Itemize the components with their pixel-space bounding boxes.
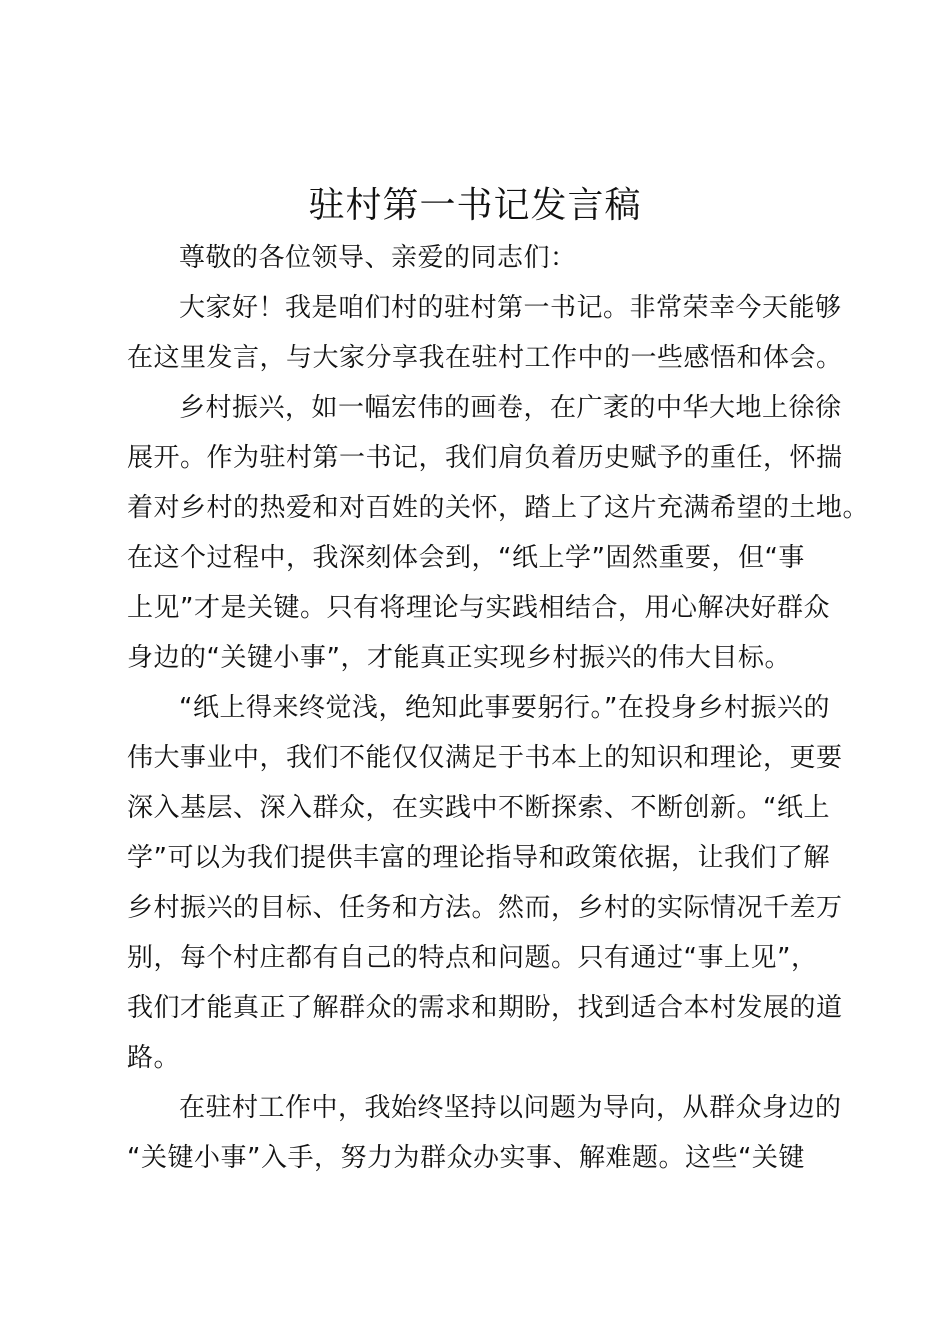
paragraph-rural-revitalization [127, 383, 870, 683]
text-line: “纸上得来终觉浅，绝知此事要躬行。”在投身乡村振兴的 [179, 693, 830, 723]
text-line: 伟大事业中，我们不能仅仅满足于书本上的知识和理论，更要 [127, 743, 843, 773]
text-line: 别，每个村庄都有自己的特点和问题。只有通过“事上见”， [127, 943, 818, 973]
paragraph-greeting [127, 283, 843, 383]
text-line: 学”可以为我们提供丰富的理论指导和政策依据，让我们了解 [127, 843, 830, 873]
text-line: 身边的“关键小事”，才能真正实现乡村振兴的伟大目标。 [127, 643, 791, 673]
text-line: 乡村振兴，如一幅宏伟的画卷，在广袤的中华大地上徐徐 [179, 393, 842, 423]
text-line: 路。 [127, 1043, 181, 1073]
text-line: 着对乡村的热爱和对百姓的关怀，踏上了这片充满希望的土地。 [127, 493, 870, 523]
text-line: 展开。作为驻村第一书记，我们肩负着历史赋予的重任，怀揣 [127, 443, 843, 473]
text-line: 乡村振兴的目标、任务和方法。然而，乡村的实际情况千差万 [127, 893, 843, 923]
text-line: 尊敬的各位领导、亲爱的同志们： [179, 243, 577, 273]
document-body [127, 233, 870, 1183]
text-line: 在驻村工作中，我始终坚持以问题为导向，从群众身边的 [179, 1093, 842, 1123]
text-line: 在这里发言，与大家分享我在驻村工作中的一些感悟和体会。 [127, 343, 843, 373]
text-line: “关键小事”入手，努力为群众办实事、解难题。这些“关键 [127, 1143, 805, 1173]
text-line: 大家好！我是咱们村的驻村第一书记。非常荣幸今天能够 [179, 293, 842, 323]
text-line: 上见”才是关键。只有将理论与实践相结合，用心解决好群众 [127, 593, 830, 623]
text-line: 在这个过程中，我深刻体会到，“纸上学”固然重要，但“事 [127, 543, 805, 573]
paragraph-practice [127, 683, 843, 1083]
document-title: 驻村第一书记发言稿 [308, 185, 642, 226]
paragraph-work [127, 1083, 842, 1183]
text-line: 我们才能真正了解群众的需求和期盼，找到适合本村发展的道 [127, 993, 843, 1023]
text-line: 深入基层、深入群众，在实践中不断探索、不断创新。“纸上 [127, 793, 830, 823]
paragraph-salutation [127, 233, 833, 283]
